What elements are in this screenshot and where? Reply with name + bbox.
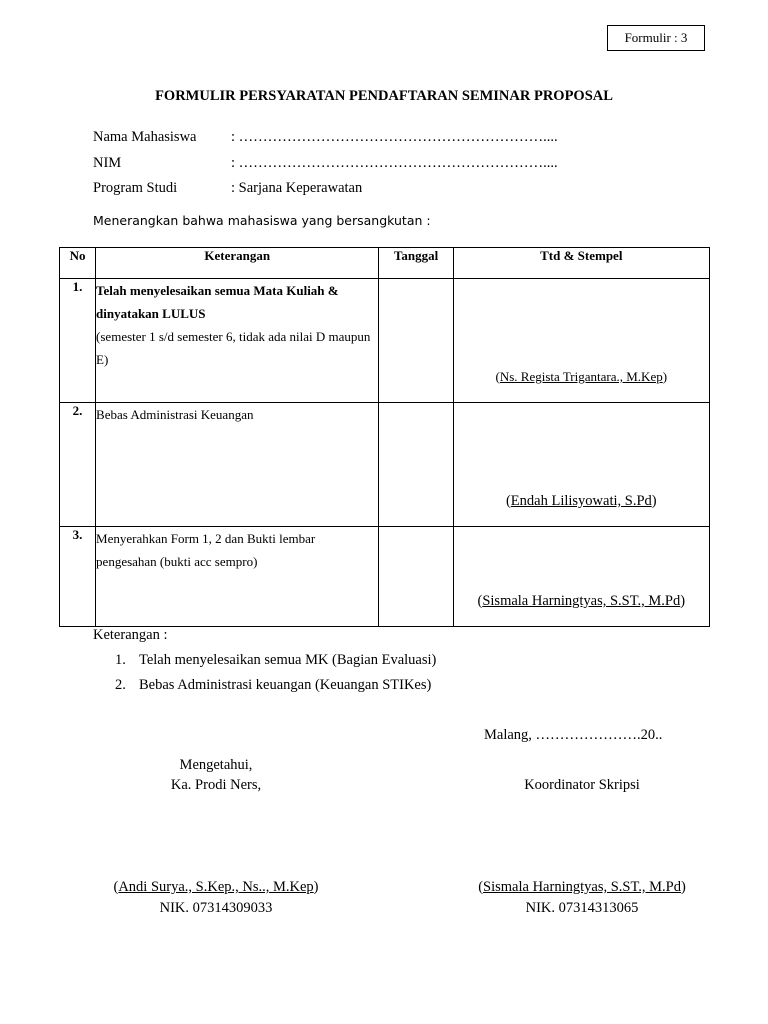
list-item xyxy=(115,652,436,669)
row-detail: (semester 1 s/d semester 6, tidak ada nilai D maupun E) xyxy=(96,329,371,367)
list-item xyxy=(115,677,431,694)
field-value-nim: : ……………………………………………………….... xyxy=(231,155,558,171)
row-keterangan xyxy=(96,403,379,527)
field-value-nama: : ……………………………………………………….... xyxy=(231,129,558,145)
row-detail: Bebas Administrasi Keuangan xyxy=(96,407,254,422)
field-label-nama: Nama Mahasiswa xyxy=(93,129,197,145)
notes-title: Keterangan : xyxy=(93,627,168,643)
row-signer: (Endah Lilisyowati, S.Pd) xyxy=(505,493,657,509)
row-tanggal xyxy=(379,403,453,527)
signer-name: Sismala Harningtyas, S.ST., M.Pd xyxy=(482,593,681,609)
place-date: Malang, ………………….20.. xyxy=(484,727,663,743)
table-header-row xyxy=(60,248,710,279)
row-keterangan xyxy=(96,527,379,627)
left-signer: (Andi Surya., S.Kep., Ns.., M.Kep) xyxy=(113,879,319,895)
row-number: 2. xyxy=(60,403,96,527)
requirements-table xyxy=(59,247,710,627)
list-number: 1. xyxy=(115,652,126,668)
row-ttd xyxy=(453,527,709,627)
list-number: 2. xyxy=(115,677,126,693)
list-text: Bebas Administrasi keuangan (Keuangan STIKes) xyxy=(139,677,432,693)
left-signer-nik: NIK. 07314309033 xyxy=(159,900,273,916)
field-label-prodi: Program Studi xyxy=(93,180,178,196)
left-signer-name: Andi Surya., S.Kep., Ns.., M.Kep xyxy=(118,879,314,895)
row-signer: (Ns. Regista Trigantara., M.Kep) xyxy=(495,369,668,384)
row-title: Telah menyelesaikan semua Mata Kuliah & dinyatakan LULUS xyxy=(96,283,339,321)
form-code-box: Formulir : 3 xyxy=(607,25,705,51)
row-keterangan xyxy=(96,279,379,403)
signer-name: Ns. Regista Trigantara., M.Kep xyxy=(499,369,663,384)
row-ttd xyxy=(453,279,709,403)
intro-text: Menerangkan bahwa mahasiswa yang bersangkutan : xyxy=(93,213,431,228)
row-tanggal xyxy=(379,279,453,403)
field-label-nim: NIM xyxy=(93,155,122,171)
header-no: No xyxy=(60,248,96,279)
signer-name: Endah Lilisyowati, S.Pd xyxy=(510,493,652,509)
table-row xyxy=(60,403,710,527)
row-detail: Menyerahkan Form 1, 2 dan Bukti lembar pengesahan (bukti acc sempro) xyxy=(96,531,316,569)
table-row xyxy=(60,527,710,627)
row-ttd xyxy=(453,403,709,527)
row-signer: (Sismala Harningtyas, S.ST., M.Pd) xyxy=(477,593,686,609)
row-number: 3. xyxy=(60,527,96,627)
table-row xyxy=(60,279,710,403)
header-tanggal: Tanggal xyxy=(379,248,453,279)
right-signer-name: Sismala Harningtyas, S.ST., M.Pd xyxy=(483,879,681,895)
list-text: Telah menyelesaikan semua MK (Bagian Evaluasi) xyxy=(139,652,437,668)
header-ttd: Ttd & Stempel xyxy=(453,248,709,279)
field-value-prodi: : Sarjana Keperawatan xyxy=(231,180,363,196)
right-sign-line1: Koordinator Skripsi xyxy=(524,777,640,793)
row-number: 1. xyxy=(60,279,96,403)
left-sign-line1: Mengetahui, xyxy=(179,757,253,773)
page-title: FORMULIR PERSYARATAN PENDAFTARAN SEMINAR PROPOSAL xyxy=(155,88,613,104)
right-signer-nik: NIK. 07314313065 xyxy=(525,900,639,916)
right-signer: (Sismala Harningtyas, S.ST., M.Pd) xyxy=(478,879,686,895)
header-keterangan: Keterangan xyxy=(96,248,379,279)
left-sign-line2: Ka. Prodi Ners, xyxy=(170,777,262,793)
row-tanggal xyxy=(379,527,453,627)
